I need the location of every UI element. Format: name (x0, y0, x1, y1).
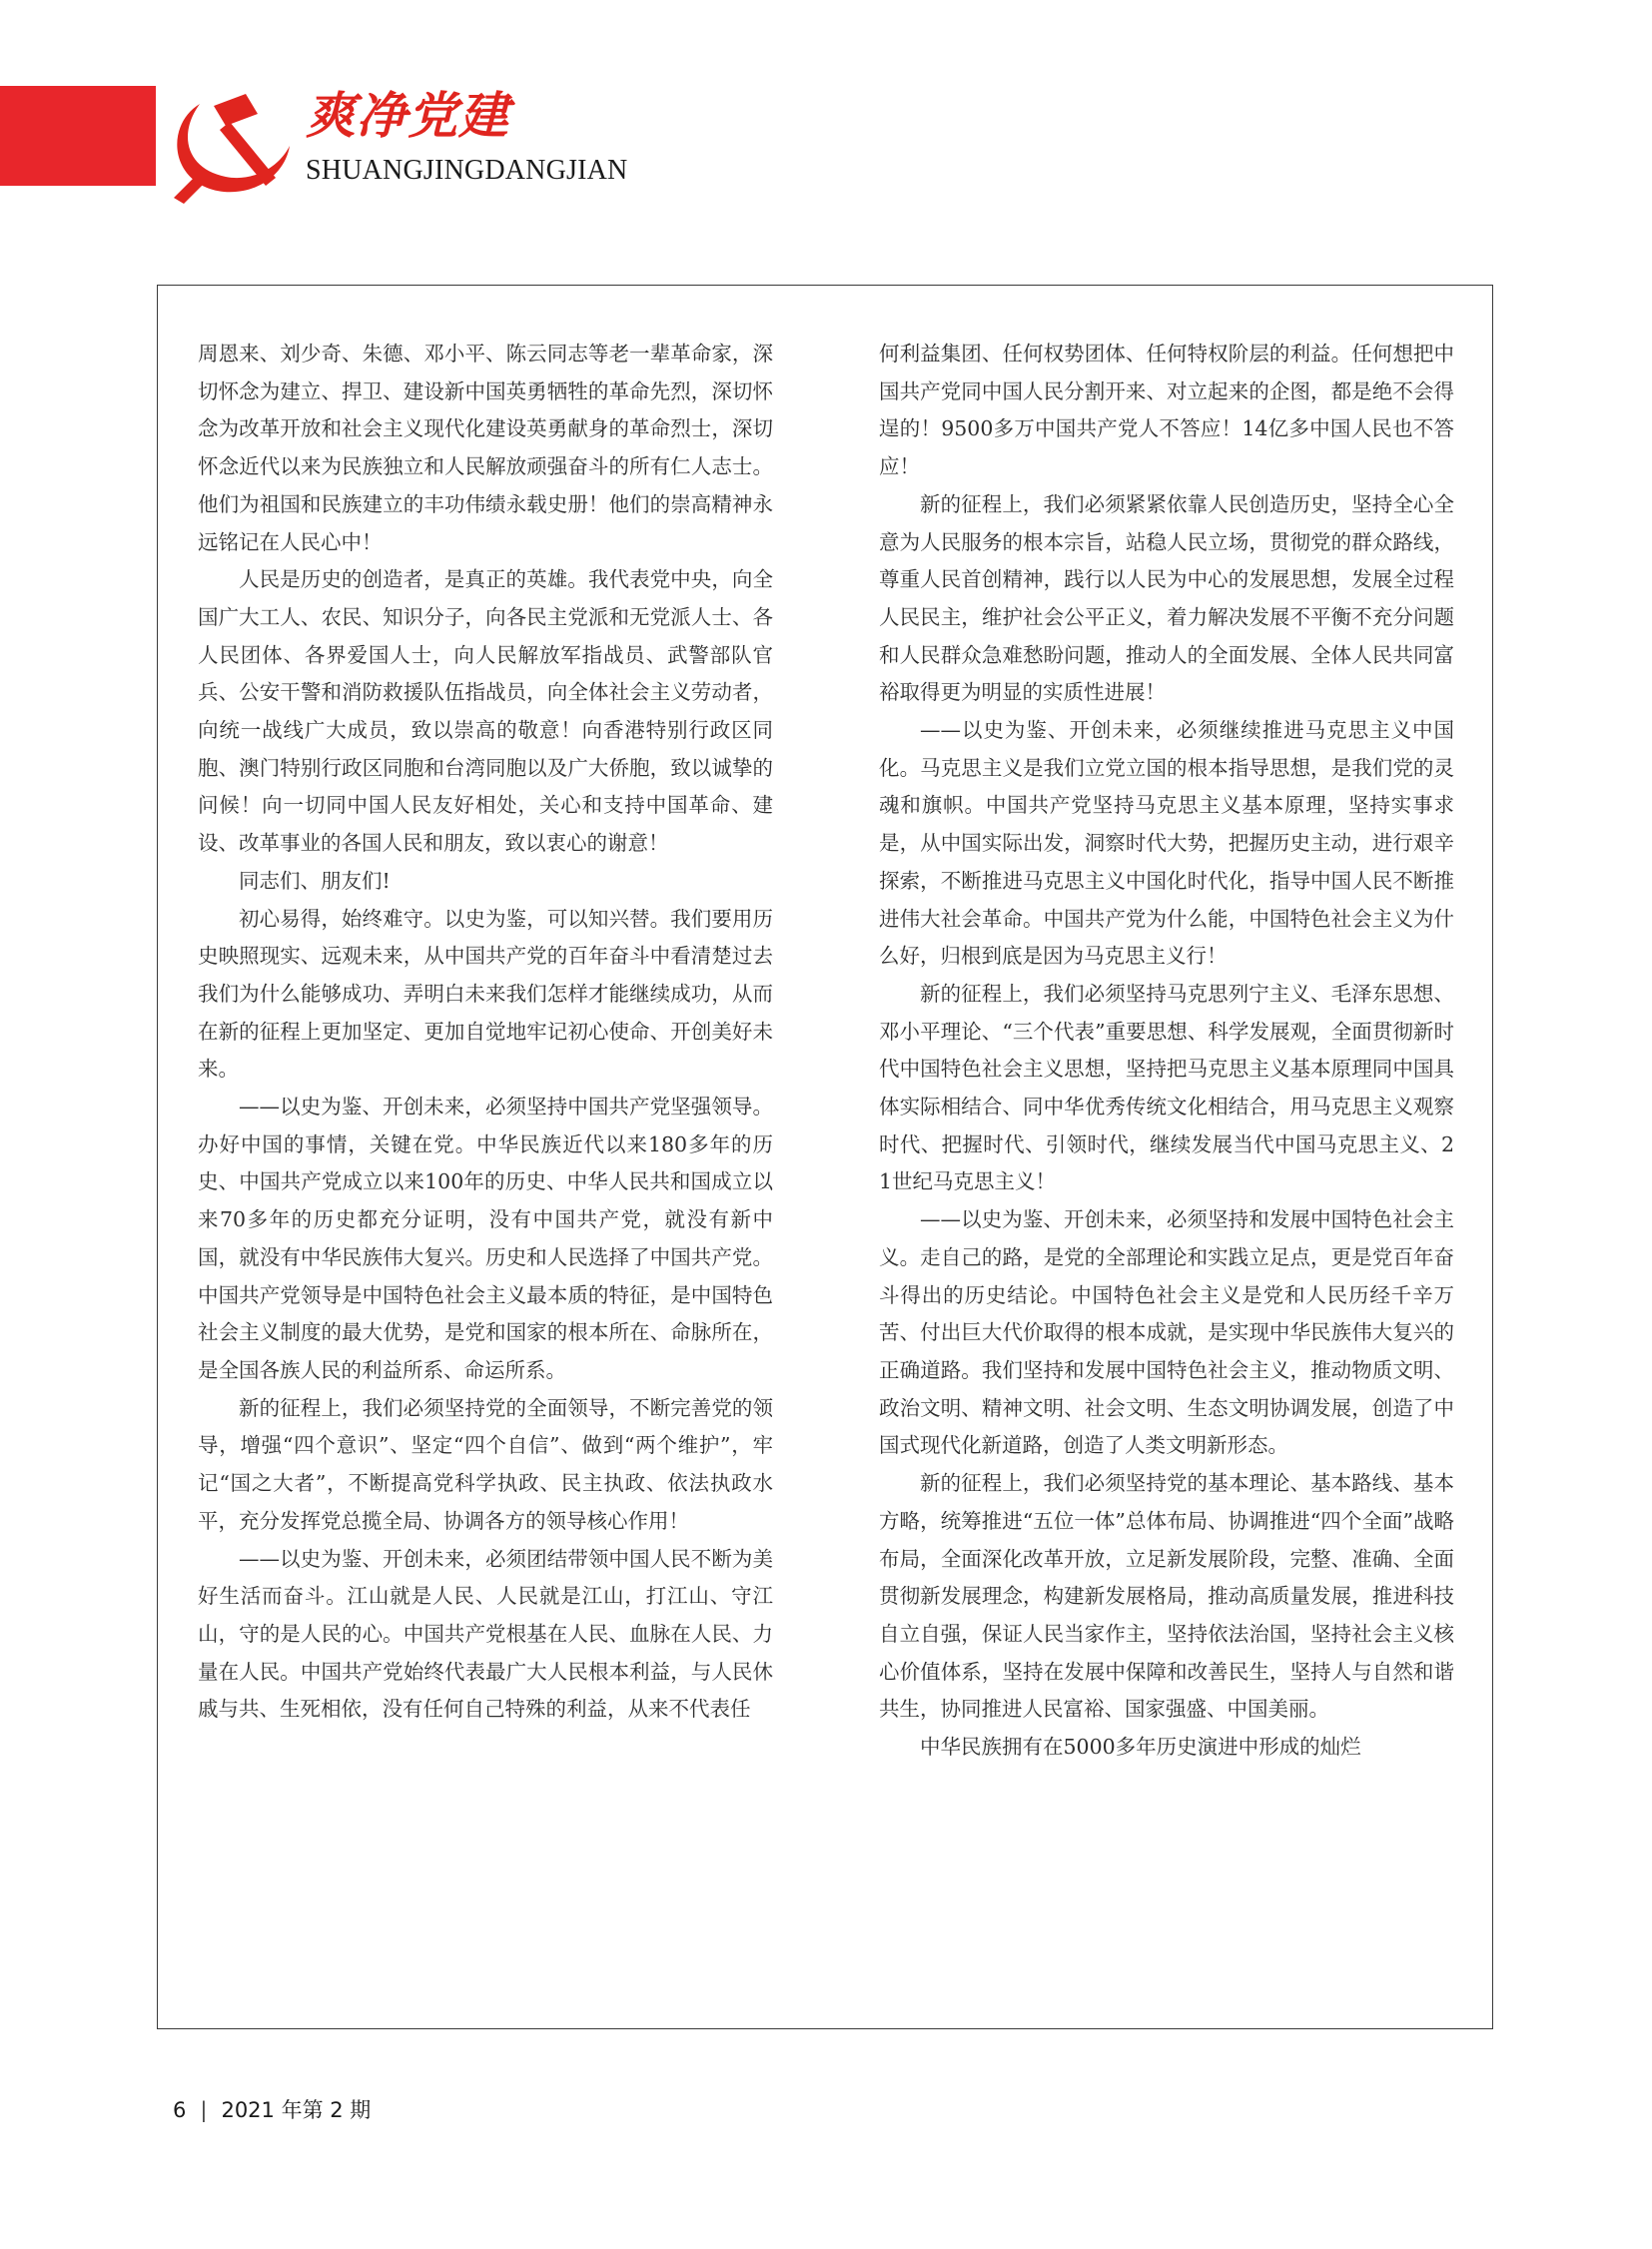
paragraph: 同志们、朋友们! (239, 868, 391, 893)
paragraph: ——以史为鉴、开创未来，必须团结带领中国人民不断为美好生活而奋斗。江山就是人民、人民就是江山，打江山、守江山，守的是人民的心。中国共产党根基在人民、血脉在人民、力量在人民。中国共产党始终代表最广大人民根本利益，与人民休戚与共、生死相依，没有任何自己特殊的利益，从来不代表任 (198, 1546, 773, 1722)
brand-title: 爽净党建 (306, 87, 509, 145)
footer-separator: | (200, 2098, 208, 2122)
hammer-sickle-icon (160, 82, 300, 206)
paragraph: 初心易得，始终难守。以史为鉴，可以知兴替。我们要用历史映照现实、远观未来，从中国共产党的百年奋斗中看清楚过去我们为什么能够成功、弄明白未来我们怎样才能继续成功，从而在新的征程上更加坚定、更加自觉地牢记初心使命、开创美好未来。 (198, 906, 773, 1082)
paragraph: 新的征程上，我们必须坚持党的基本理论、基本路线、基本方略，统筹推进“五位一体”总体布局、协调推进“四个全面”战略布局，全面深化改革开放，立足新发展阶段，完整、准确、全面贯彻新发展理念，构建新发展格局，推动高质量发展，推进科技自立自强，保证人民当家作主，坚持依法治国，坚持社会主义核心价值体系，坚持在发展中保障和改善民生，坚持人与自然和谐共生，协同推进人民富裕、国家强盛、中国美丽。 (879, 1471, 1454, 1722)
paragraph: 何利益集团、任何权势团体、任何特权阶层的利益。任何想把中国共产党同中国人民分割开来、对立起来的企图，都是绝不会得逞的！9500多万中国共产党人不答应！14亿多中国人民也不答应！ (879, 342, 1454, 479)
paragraph: 新的征程上，我们必须紧紧依靠人民创造历史，坚持全心全意为人民服务的根本宗旨，站稳人民立场，贯彻党的群众路线，尊重人民首创精神，践行以人民为中心的发展思想，发展全过程人民民主，维护社会公平正义，着力解决发展不平衡不充分问题和人民群众急难愁盼问题，推动人的全面发展、全体人民共同富裕取得更为明显的实质性进展！ (879, 491, 1454, 705)
paragraph: ——以史为鉴、开创未来，必须坚持中国共产党坚强领导。办好中国的事情，关键在党。中华民族近代以来180多年的历史、中国共产党成立以来100年的历史、中华人民共和国成立以来70多年的历史都充分证明，没有中国共产党，就没有新中国，就没有中华民族伟大复兴。历史和人民选择了中国共产党。中国共产党领导是中国特色社会主义最本质的特征，是中国特色社会主义制度的最大优势，是党和国家的根本所在、命脉所在，是全国各族人民的利益所系、命运所系。 (198, 1095, 773, 1382)
paragraph: ——以史为鉴、开创未来，必须继续推进马克思主义中国化。马克思主义是我们立党立国的根本指导思想，是我们党的灵魂和旗帜。中国共产党坚持马克思主义基本原理，坚持实事求是，从中国实际出发，洞察时代大势，把握历史主动，进行艰辛探索，不断推进马克思主义中国化时代化，指导中国人民不断推进伟大社会革命。中国共产党为什么能，中国特色社会主义为什么好，归根到底是因为马克思主义行！ (879, 718, 1454, 969)
left-column (198, 336, 773, 1729)
page-number: 6 (173, 2098, 187, 2122)
paragraph: 周恩来、刘少奇、朱德、邓小平、陈云同志等老一辈革命家，深切怀念为建立、捍卫、建设新中国英勇牺牲的革命先烈，深切怀念为改革开放和社会主义现代化建设英勇献身的革命烈士，深切怀念近代以来为民族独立和人民解放顽强奋斗的所有仁人志士。他们为祖国和民族建立的丰功伟绩永载史册！他们的崇高精神永远铭记在人民心中！ (198, 342, 773, 554)
paragraph: 人民是历史的创造者，是真正的英雄。我代表党中央，向全国广大工人、农民、知识分子，向各民主党派和无党派人士、各人民团体、各界爱国人士，向人民解放军指战员、武警部队官兵、公安干警和消防救援队伍指战员，向全体社会主义劳动者，向统一战线广大成员，致以崇高的敬意！向香港特别行政区同胞、澳门特别行政区同胞和台湾同胞以及广大侨胞，致以诚挚的问候！向一切同中国人民友好相处，关心和支持中国革命、建设、改革事业的各国人民和朋友，致以衷心的谢意！ (198, 567, 773, 856)
header-red-block (0, 86, 156, 186)
paragraph: ——以史为鉴、开创未来，必须坚持和发展中国特色社会主义。走自己的路，是党的全部理论和实践立足点，更是党百年奋斗得出的历史结论。中国特色社会主义是党和人民历经千辛万苦、付出巨大代价取得的根本成就，是实现中华民族伟大复兴的正确道路。我们坚持和发展中国特色社会主义，推动物质文明、政治文明、精神文明、社会文明、生态文明协调发展，创造了中国式现代化新道路，创造了人类文明新形态。 (879, 1207, 1454, 1458)
brand-subtitle: SHUANGJINGDANGJIAN (306, 155, 628, 186)
page-footer (173, 2095, 371, 2125)
issue-label: 2021 年第 2 期 (221, 2098, 372, 2122)
paragraph: 新的征程上，我们必须坚持马克思列宁主义、毛泽东思想、邓小平理论、“三个代表”重要思想、科学发展观，全面贯彻新时代中国特色社会主义思想，坚持把马克思主义基本原理同中国具体实际相结合、同中华优秀传统文化相结合，用马克思主义观察时代、把握时代、引领时代，继续发展当代中国马克思主义、21世纪马克思主义！ (879, 981, 1454, 1194)
paragraph: 新的征程上，我们必须坚持党的全面领导，不断完善党的领导，增强“四个意识”、坚定“四个自信”、做到“两个维护”，牢记“国之大者”，不断提高党科学执政、民主执政、依法执政水平，充分发挥党总揽全局、协调各方的领导核心作用！ (198, 1395, 773, 1533)
right-column (879, 336, 1454, 1767)
paragraph: 中华民族拥有在5000多年历史演进中形成的灿烂 (920, 1735, 1361, 1760)
